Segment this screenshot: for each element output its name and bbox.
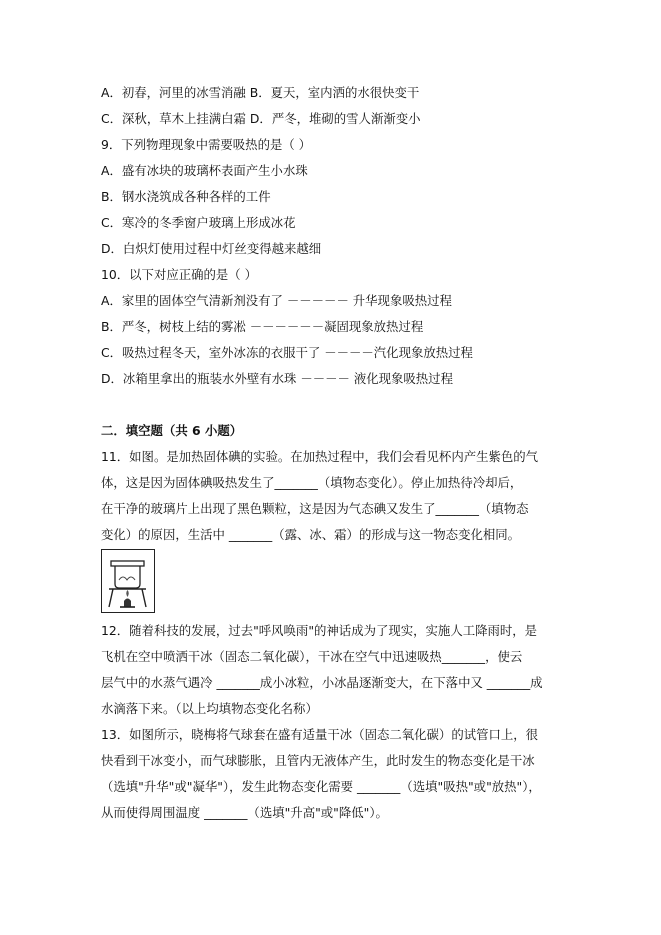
question-9-option-b: B．钢水浇筑成各种各样的工件 <box>101 189 271 204</box>
section-heading: 二．填空题（共 6 小题） <box>101 423 243 438</box>
question-10-option-a: A．家里的固体空气清新剂没有了 －－－－－ 升华现象吸热过程 <box>101 293 452 308</box>
question-13-line-4: 从而使得周围温度 _______（选填"升高"或"降低"）。 <box>101 805 388 820</box>
question-12-line-4: 水滴落下来。（以上均填物态变化名称） <box>101 701 318 716</box>
question-13-line-1: 13．如图所示，晓梅将气球套在盛有适量干冰（固态二氧化碳）的试管口上，很 <box>101 727 539 742</box>
question-12-line-3: 层气中的水蒸气遇冷 _______成小冰粒，小冰晶逐渐变大，在下落中又 _______成 <box>101 675 543 690</box>
question-option-a-b: A．初春，河里的冰雪消融 B．夏天，室内洒的水很快变干 <box>101 85 420 100</box>
question-12-line-1: 12．随着科技的发展，过去"呼风唤雨"的神话成为了现实，实施人工降雨时，是 <box>101 623 538 638</box>
question-11-line-2: 体，这是因为固体碘吸热发生了_______（填物态变化）。停止加热待冷却后， <box>101 475 523 490</box>
question-10-option-b: B．严冬，树枝上结的雾凇 －－－－－－凝固现象放热过程 <box>101 319 424 334</box>
question-12-line-2: 飞机在空中喷洒干冰（固态二氧化碳），干冰在空气中迅速吸热_______，使云 <box>101 649 523 664</box>
question-10-option-d: D．冰箱里拿出的瓶装水外壁有水珠 －－－－ 液化现象吸热过程 <box>101 371 453 386</box>
question-11-line-4: 变化）的原因，生活中 _______（露、冰、霜）的形成与这一物态变化相同。 <box>101 527 521 542</box>
question-10-option-c: C．吸热过程冬天，室外冰冻的衣服干了 －－－－汽化现象放热过程 <box>101 345 473 360</box>
question-13-line-3: （选填"升华"或"凝华"），发生此物态变化需要 _______（选填"吸热"或"放热"）， <box>101 779 541 794</box>
question-9-option-c: C．寒冷的冬季窗户玻璃上形成冰花 <box>101 215 296 230</box>
question-9-stem: 9．下列物理现象中需要吸热的是（ ） <box>101 137 312 152</box>
beaker-burner-icon <box>102 550 153 611</box>
question-9-option-a: A．盛有冰块的玻璃杯表面产生小水珠 <box>101 163 308 178</box>
iodine-heating-figure <box>101 549 155 613</box>
question-11-line-3: 在干净的玻璃片上出现了黑色颗粒，这是因为气态碘又发生了_______（填物态 <box>101 501 529 516</box>
question-10-stem: 10．以下对应正确的是（ ） <box>101 267 258 282</box>
question-9-option-d: D．白炽灯使用过程中灯丝变得越来越细 <box>101 241 322 256</box>
question-11-line-1: 11．如图。是加热固体碘的实验。在加热过程中，我们会看见杯内产生紫色的气 <box>101 449 539 464</box>
question-13-line-2: 快看到干冰变小，而气球膨胀，且管内无液体产生，此时发生的物态变化是干冰 <box>101 753 535 768</box>
question-option-c-d: C．深秋，草木上挂满白霜 D．严冬，堆砌的雪人渐渐变小 <box>101 111 421 126</box>
